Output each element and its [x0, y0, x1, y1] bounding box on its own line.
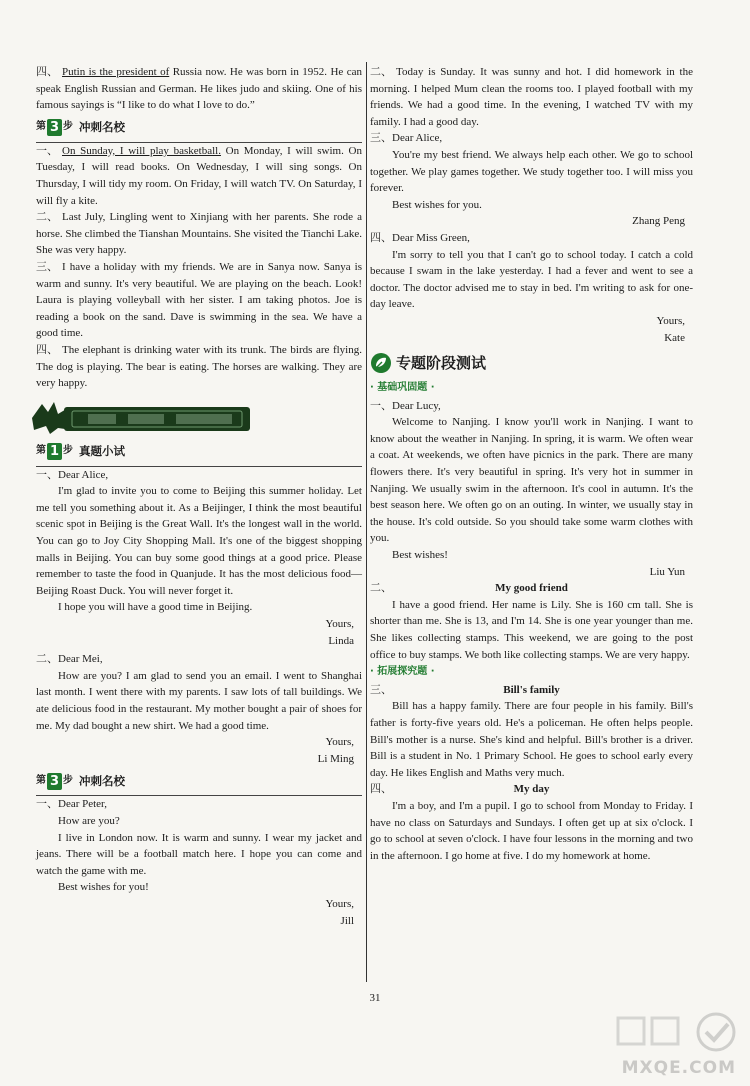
step-title: 真题小试 [79, 444, 125, 459]
letter-dear-peter: 一、Dear Peter, How are you? I live in London now. It is warm and sunny. I wear my jacket and jeans. There will be a football match here. I hope you can come and watch the game with me. Best wishes for you! Yours, Jill [36, 798, 362, 927]
letter-dear-alice: 一、Dear Alice, I'm glad to invite you to come to Beijing this summer holiday. Let me tell you something about it. As a Beijinger, I think the most beautiful scenic spot in Beijing is the Great Wall. It's the longest wall in the world. You can go to Joy City Shopping Mall. It's one of the biggest shopping malls in Beijing. You can buy some good things at a good price. Please remember to taste the food in Quanjude. It has the most delicious food—Beijing Roast Duck. You will never forget it. I hope you will have a good time in Beijing. Yours, Linda [36, 468, 362, 647]
letter-dear-alice-2: 三、Dear Alice, You're my best friend. We always help each other. We go to school together. We play games together. We study together too. I will miss you forever. Best wishes for you. Zhang Peng [370, 132, 693, 228]
step-badge: 第 1 步 [36, 444, 73, 460]
essay-title: Bill's family [503, 683, 560, 696]
step-badge: 第 3 步 [36, 773, 73, 789]
leaf-icon [370, 352, 392, 374]
left-column [36, 64, 362, 929]
underlined-phrase: Putin is the president of [62, 66, 170, 78]
section-title: 专题阶段测试 [396, 353, 487, 372]
sub-heading-extended: · 拓展探究题 · [370, 666, 435, 678]
letter-dear-miss-green: 四、Dear Miss Green, I'm sorry to tell you that I can't go to school today. I catch a cold because I swam in the lake yesterday. I had a fever and went to see a doctor. The doctor advised me to stay in bed. I'm writing to ask for one-day leave. Yours, Kate [370, 231, 693, 344]
essay-my-day: 四、 My day I'm a boy, and I'm a pupil. I go to school from Monday to Friday. I have no class on Saturdays and Sundays. I often get up at six o'clock. I go to school at seven o'clock. I have four lessons in the morning and two in the afternoon. I go home at five. I do my homework at home. [370, 783, 693, 862]
section-banner [28, 400, 362, 436]
underlined-phrase: On Sunday, I will play basketball. [62, 144, 221, 157]
essay-title: My good friend [495, 582, 568, 595]
answer-2-xinjiang: 二、 Last July, Lingling went to Xinjiang with her parents. She rode a horse. She climbed the Tianshan Mountains. She visited the Tianchi Lake. She was very happy. [36, 211, 363, 257]
column-divider [366, 62, 367, 982]
answer-4-putin: 四、 Putin is the president of Russia now. He was born in 1952. He can speak English Russian and German. He likes judo and skiing. One of his famous sayings is “I like to do what I love to do.” [36, 66, 362, 112]
section-header [370, 352, 693, 374]
answer-1-week-plan: 一、 On Sunday, I will play basketball. On Monday, I will swim. On Tuesday, I will read books. On Wednesday, I will sing songs. On Thursday, I will tidy my room. On Friday, I will watch TV. On Saturday, I will fly a kite. [36, 144, 362, 207]
answer-3-sanya: 三、 I have a holiday with my friends. We are in Sanya now. Sanya is warm and sunny. It's very beautiful. We are playing on the beach. Look! Laura is playing volleyball with her sister. I am taking photos. Joe is reading a book on the sand. Dave is swimming in the sea. We have a good time. [36, 260, 362, 340]
answer-2-sunday: 二、 Today is Sunday. It was sunny and hot. I did homework in the morning. I helped Mum clean the rooms too. I played football with my friends. We had a good time. In the evening, I watched TV with my family. I had a good day. [370, 66, 693, 128]
letter-dear-mei: 二、Dear Mei, How are you? I am glad to send you an email. I went to Shanghai last month. I went there with my parents. I saw lots of tall buildings. We ate delicious food in the restaurant. My mother bought a pair of shoes for me. My dad bought a new shirt. We had a good time. Yours, Li Ming [36, 653, 362, 765]
watermark-graphic [610, 1010, 740, 1060]
right-column [370, 64, 693, 864]
essay-bills-family: 三、 Bill's family Bill has a happy family. There are four people in his family. Bill's father is forty-five years old. He's a policeman. He often helps people. Bill's mother is a nurse. She's kind and helpful. Bill's brother is a driver. Bill is a student in No. 1 Primary School. He goes to school early every day. He likes English and Maths very much. [370, 683, 693, 779]
step-title: 冲刺名校 [79, 120, 125, 135]
essay-title: My day [513, 783, 550, 796]
step-3b-header [36, 771, 362, 796]
step-title: 冲刺名校 [79, 774, 125, 789]
letter-dear-lucy: 一、Dear Lucy, Welcome to Nanjing. I know you'll work in Nanjing. I want to know about the weather in Nanjing. In spring, it is warm. We often wear a coat. At weekends, we often have picnics in the park. There are many flowers there. It's very beautiful in spring. It's very hot in summer in Nanjing. We usually swim in the afternoon. It's cool in autumn. It's the best season here. We often go on an outing. In winter, we usually stay in the house. It's cold outside. So you should take some warm clothes with you. Best wishes! Liu Yun [370, 399, 693, 578]
step-badge: 第 3 步 [36, 120, 73, 136]
step-3-header [36, 118, 362, 143]
page-number: 31 [369, 992, 381, 1004]
banner-graphic [28, 400, 258, 436]
sub-heading-basic: · 基础巩固题 · [370, 382, 435, 394]
step-1-header [36, 442, 362, 467]
essay-my-good-friend: 二、 My good friend I have a good friend. Her name is Lily. She is 160 cm tall. She is shorter than me. She is 13, and I'm 14. She is one year younger than me. She likes collecting stamps. This weekend, we are going to the post office to buy stamps. We both like collecting stamps. We are very happy. [370, 582, 693, 661]
watermark-logo: MXQE.COM [610, 1010, 740, 1080]
answer-4-zoo: 四、 The elephant is drinking water with its trunk. The birds are flying. The dog is playing. The bear is eating. The horses are walking. They are very happy. [36, 343, 362, 390]
